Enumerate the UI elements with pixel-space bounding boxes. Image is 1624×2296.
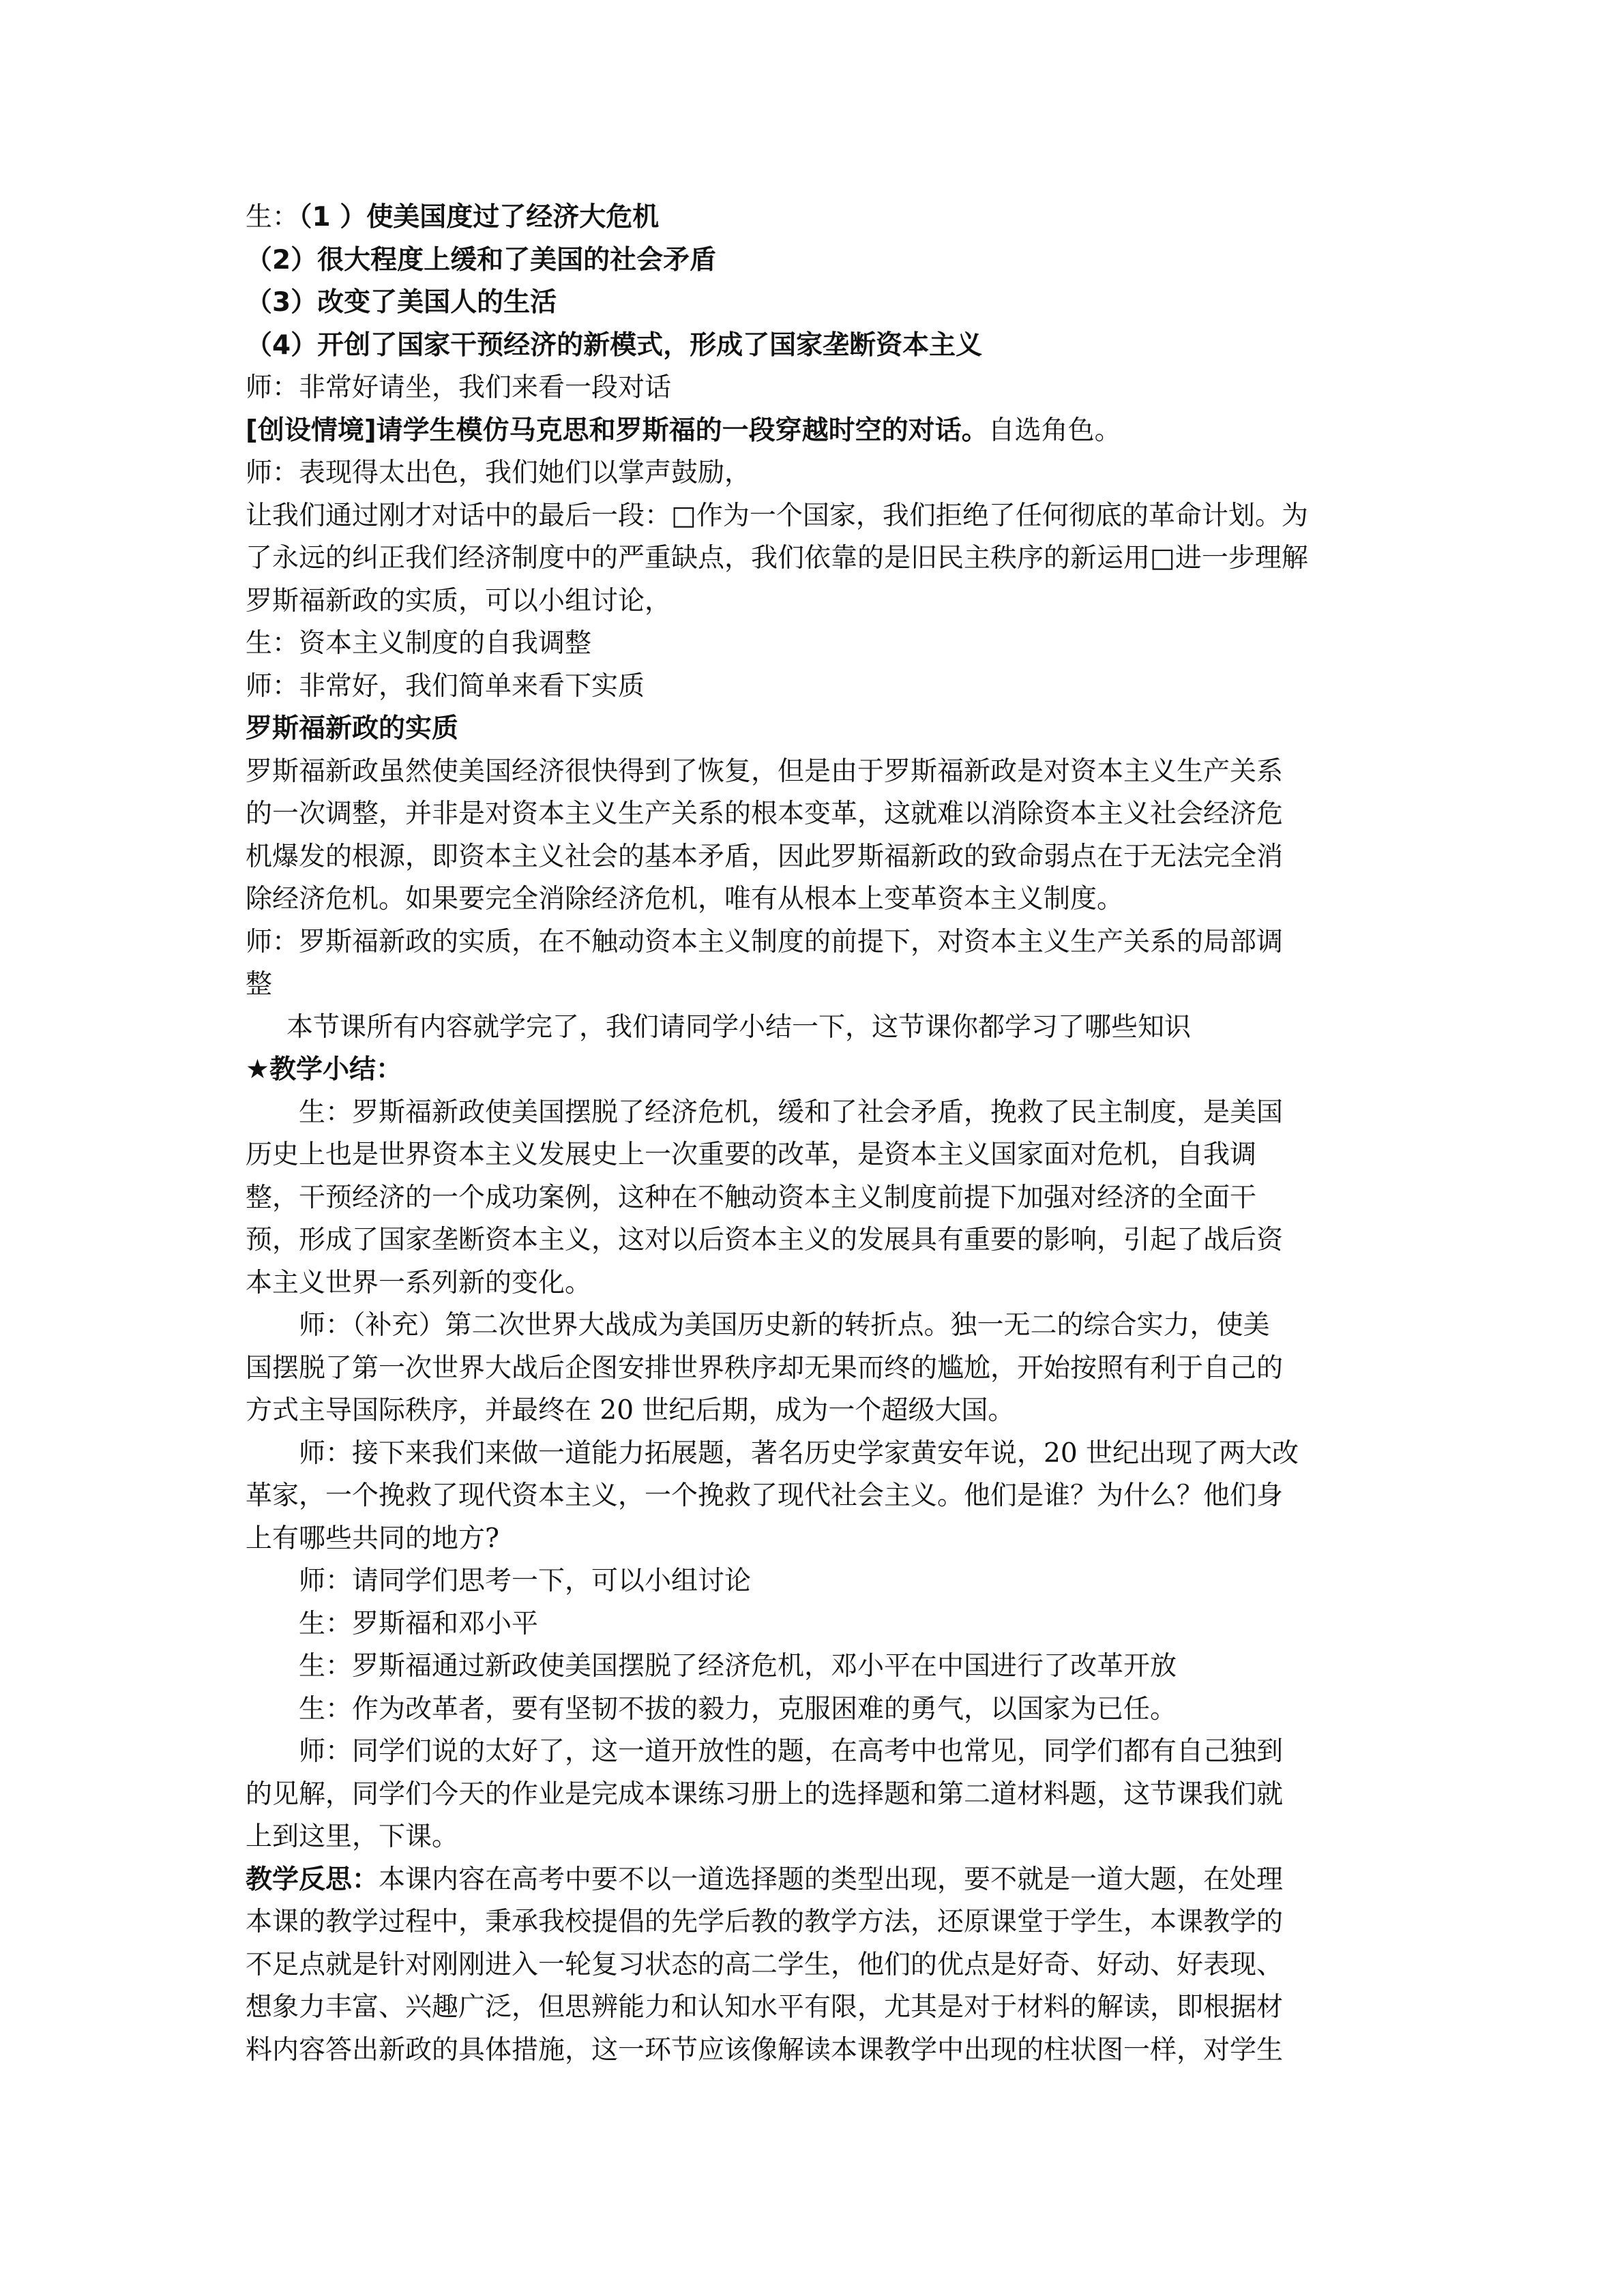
bold-text: （2）很大程度上缓和了美国的社会矛盾: [246, 244, 717, 275]
body-text: 整: [246, 969, 273, 1000]
body-text: 的见解，同学们今天的作业是完成本课练习册上的选择题和第二道材料题，这节课我们就: [246, 1778, 1284, 1810]
text-line: [246, 1816, 1378, 1859]
text-line: [246, 1347, 1378, 1390]
body-text: 本课的教学过程中，秉承我校提倡的先学后教的教学方法，还原课堂于学生，本课教学的: [246, 1907, 1284, 1937]
text-line: [246, 196, 1378, 239]
body-text: 除经济危机。如果要完全消除经济危机，唯有从根本上变革资本主义制度。: [246, 884, 1124, 914]
bold-text: （4）开创了国家干预经济的新模式，形成了国家垄断资本主义: [246, 329, 983, 361]
body-text: 生：资本主义制度的自我调整: [246, 628, 592, 659]
body-text: 师：（补充）第二次世界大战成为美国历史新的转折点。独一无二的综合实力，使美: [299, 1310, 1270, 1341]
text-line: [246, 1731, 1378, 1774]
body-text: 国摆脱了第一次世界大战后企图安排世界秩序却无果而终的尴尬，开始按照有利于自己的: [246, 1352, 1284, 1384]
bold-heading: 教学反思：: [246, 1864, 379, 1895]
body-text: 生：作为改革者，要有坚韧不拔的毅力，克服困难的勇气，以国家为已任。: [299, 1693, 1177, 1725]
text-line: [246, 1007, 1378, 1049]
text-line: [246, 1603, 1378, 1646]
body-text: 自选角色。: [988, 415, 1121, 446]
body-text: 不足点就是针对刚刚进入一轮复习状态的高二学生，他们的优点是好奇、好动、好表现、: [246, 1949, 1284, 1980]
text-line: [246, 1219, 1378, 1262]
body-text: 生：罗斯福新政使美国摆脱了经济危机，缓和了社会矛盾，挽救了民主制度，是美国: [299, 1097, 1284, 1128]
text-line: [246, 1859, 1378, 1902]
body-text: 生：罗斯福通过新政使美国摆脱了经济危机，邓小平在中国进行了改革开放: [299, 1651, 1177, 1682]
text-line: [246, 410, 1378, 453]
text-line: [246, 452, 1378, 495]
body-text: 了永远的纠正我们经济制度中的严重缺点，我们依靠的是旧民主秩序的新运用□进一步理解: [246, 543, 1308, 573]
body-text: 革家，一个挽救了现代资本主义，一个挽救了现代社会主义。他们是谁？为什么？他们身: [246, 1480, 1284, 1511]
text-line: [246, 1390, 1378, 1433]
body-text: 师：罗斯福新政的实质，在不触动资本主义制度的前提下，对资本主义生产关系的局部调: [246, 926, 1284, 957]
body-text: 罗斯福新政虽然使美国经济很快得到了恢复，但是由于罗斯福新政是对资本主义生产关系: [246, 756, 1284, 787]
text-line: [246, 1774, 1378, 1817]
body-text: 师：非常好请坐，我们来看一段对话: [246, 372, 672, 403]
text-line: [246, 1092, 1378, 1135]
text-line: [246, 921, 1378, 964]
text-line: [246, 495, 1378, 538]
text-line: [246, 1433, 1378, 1476]
text-line: [246, 1134, 1378, 1177]
text-line: [246, 282, 1378, 325]
bold-text: 罗斯福新政的实质: [246, 713, 459, 744]
text-line: [246, 1944, 1378, 1987]
body-text: 生：罗斯福和邓小平: [299, 1608, 539, 1639]
body-text: 罗斯福新政的实质，可以小组讨论，: [246, 585, 672, 616]
text-line: [246, 1560, 1378, 1603]
document-page: [246, 196, 1378, 2072]
body-text: 师：表现得太出色，我们她们以掌声鼓励，: [246, 458, 752, 488]
text-line: [246, 580, 1378, 623]
body-text: 师：同学们说的太好了，这一道开放性的题，在高考中也常见，同学们都有自己独到: [299, 1736, 1284, 1767]
text-line: [246, 1986, 1378, 2029]
body-text: 师：请同学们思考一下，可以小组讨论: [299, 1566, 752, 1596]
text-line: [246, 1177, 1378, 1220]
text-line: [246, 537, 1378, 580]
text-line: [246, 239, 1378, 282]
text-line: [246, 1049, 1378, 1092]
text-line: [246, 1688, 1378, 1731]
bold-text: （1 ）使美国度过了经济大危机: [299, 202, 660, 233]
body-text: 历史上也是世界资本主义发展史上一次重要的改革，是资本主义国家面对危机，自我调: [246, 1139, 1257, 1170]
text-line: [246, 964, 1378, 1007]
body-text: 料内容答出新政的具体措施，这一环节应该像解读本课教学中出现的柱状图一样，对学生: [246, 2034, 1284, 2066]
text-line: [246, 1901, 1378, 1944]
body-text: 让我们通过刚才对话中的最后一段：□作为一个国家，我们拒绝了任何彻底的革命计划。为: [246, 500, 1308, 531]
text-line: [246, 708, 1378, 751]
body-text: 本节课所有内容就学完了，我们请同学小结一下，这节课你都学习了哪些知识: [286, 1011, 1192, 1043]
bold-text: （3）改变了美国人的生活: [246, 287, 557, 318]
bold-heading: [创设情境]请学生模仿马克思和罗斯福的一段穿越时空的对话。: [246, 415, 988, 446]
text-line: [246, 623, 1378, 666]
body-text: 机爆发的根源，即资本主义社会的基本矛盾，因此罗斯福新政的致命弱点在于无法完全消: [246, 841, 1284, 872]
body-text: 上到这里，下课。: [246, 1821, 459, 1852]
body-text: 师：非常好，我们简单来看下实质: [246, 670, 645, 702]
body-text: 整，干预经济的一个成功案例，这种在不触动资本主义制度前提下加强对经济的全面干: [246, 1182, 1257, 1213]
body-text: 上有哪些共同的地方?: [246, 1523, 499, 1554]
body-text: 师：接下来我们来做一道能力拓展题，著名历史学家黄安年说，20 世纪出现了两大改: [299, 1437, 1299, 1469]
bold-text: ★教学小结：: [246, 1054, 402, 1085]
text-line: [246, 325, 1378, 368]
text-line: [246, 1475, 1378, 1518]
text-line: [246, 1645, 1378, 1688]
text-line: [246, 793, 1378, 836]
text-line: [246, 666, 1378, 709]
text-line: [246, 1518, 1378, 1561]
text-line: [246, 751, 1378, 794]
text-line: [246, 836, 1378, 879]
body-text: 本课内容在高考中要不以一道选择题的类型出现，要不就是一道大题，在处理: [379, 1864, 1284, 1895]
text-line: [246, 2029, 1378, 2072]
body-text: 方式主导国际秩序，并最终在 20 世纪后期，成为一个超级大国。: [246, 1395, 1015, 1426]
text-line: [246, 367, 1378, 410]
body-text: 预，形成了国家垄断资本主义，这对以后资本主义的发展具有重要的影响，引起了战后资: [246, 1225, 1284, 1255]
text-line: [246, 1262, 1378, 1305]
body-text: 的一次调整，并非是对资本主义生产关系的根本变革，这就难以消除资本主义社会经济危: [246, 799, 1284, 829]
speaker-label: 生：: [246, 202, 299, 233]
text-line: [246, 1304, 1378, 1347]
body-text: 本主义世界一系列新的变化。: [246, 1267, 592, 1298]
text-line: [246, 878, 1378, 921]
body-text: 想象力丰富、兴趣广泛，但思辨能力和认知水平有限，尤其是对于材料的解读，即根据材: [246, 1992, 1284, 2023]
